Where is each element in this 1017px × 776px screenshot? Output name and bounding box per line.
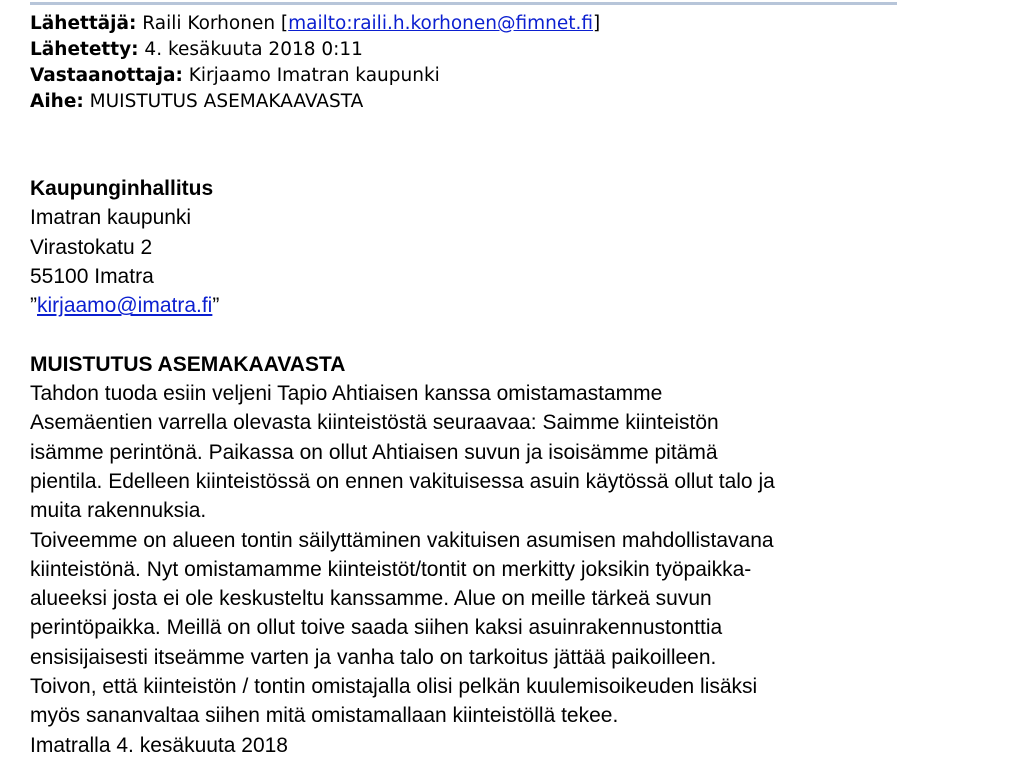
- letter-title: MUISTUTUS ASEMAKAAVASTA: [30, 352, 346, 376]
- letter-line: pientila. Edelleen kiinteistössä on ennen vakituisessa asuin käytössä ollut talo ja: [30, 469, 775, 493]
- to-label: Vastaanottaja:: [30, 65, 183, 86]
- to-row: [30, 63, 600, 89]
- recipient-email-link[interactable]: kirjaamo@imatra.fi: [37, 294, 213, 318]
- letter-line: isämme perintönä. Paikassa on ollut Ahtiaisen suvun ja isoisämme pitämä: [30, 440, 718, 464]
- quote-open: ”: [30, 294, 37, 318]
- from-email-link[interactable]: mailto:raili.h.korhonen@fimnet.fi: [288, 13, 594, 34]
- recipient-name: Kaupunginhallitus: [30, 177, 214, 200]
- quote-close: ”: [212, 294, 220, 318]
- letter-line: perintöpaikka. Meillä on ollut toive saada siihen kaksi asuinrakennustonttia: [30, 616, 723, 640]
- from-row: [30, 11, 600, 37]
- sent-label: Lähetetty:: [30, 39, 139, 60]
- letter-line: ensisijaisesti itseämme varten ja vanha talo on tarkoitus jättää paikoilleen.: [30, 645, 717, 669]
- recipient-org: Imatran kaupunki: [30, 206, 192, 230]
- letter-line: Tahdon tuoda esiin veljeni Tapio Ahtiaisen kanssa omistamastamme: [30, 382, 663, 406]
- letter-line: kiinteistönä. Nyt omistamamme kiinteistöt/tontit on merkitty joksikin työpaikka-: [30, 557, 752, 581]
- subject-label: Aihe:: [30, 91, 84, 112]
- from-label: Lähettäjä:: [30, 13, 137, 34]
- to-value: Kirjaamo Imatran kaupunki: [188, 65, 440, 86]
- sent-value: 4. kesäkuuta 2018 0:11: [144, 39, 363, 60]
- recipient-city: 55100 Imatra: [30, 264, 154, 288]
- subject-value: MUISTUTUS ASEMAKAAVASTA: [89, 91, 364, 112]
- letter-line: Toiveemme on alueen tontin säilyttäminen vakituisen asumisen mahdollistavana: [30, 528, 774, 552]
- subject-row: [30, 89, 600, 115]
- letter-line: Asemäentien varrella olevasta kiinteistöstä seuraavaa: Saimme kiinteistön: [30, 411, 719, 435]
- recipient-email-row: [30, 291, 775, 320]
- letter-date-line: Imatralla 4. kesäkuuta 2018: [30, 733, 288, 757]
- from-name: Raili Korhonen [: [142, 13, 289, 34]
- letter-line: Toivon, että kiinteistön / tontin omistajalla olisi pelkän kuulemisoikeuden lisäksi: [30, 675, 758, 699]
- blank-line: [30, 320, 775, 349]
- letter-line: alueeksi josta ei ole keskusteltu kanssamme. Alue on meille tärkeä suvun: [30, 587, 712, 611]
- letter-line: myös sananvaltaa siihen mitä omistamallaan kiinteistöllä tekee.: [30, 704, 619, 728]
- sent-row: [30, 37, 600, 63]
- letter-body: [30, 174, 775, 760]
- from-close-bracket: ]: [593, 13, 601, 34]
- letter-line: muita rakennuksia.: [30, 499, 207, 523]
- recipient-street: Virastokatu 2: [30, 235, 153, 259]
- email-header: [30, 11, 600, 115]
- header-divider: [30, 2, 897, 5]
